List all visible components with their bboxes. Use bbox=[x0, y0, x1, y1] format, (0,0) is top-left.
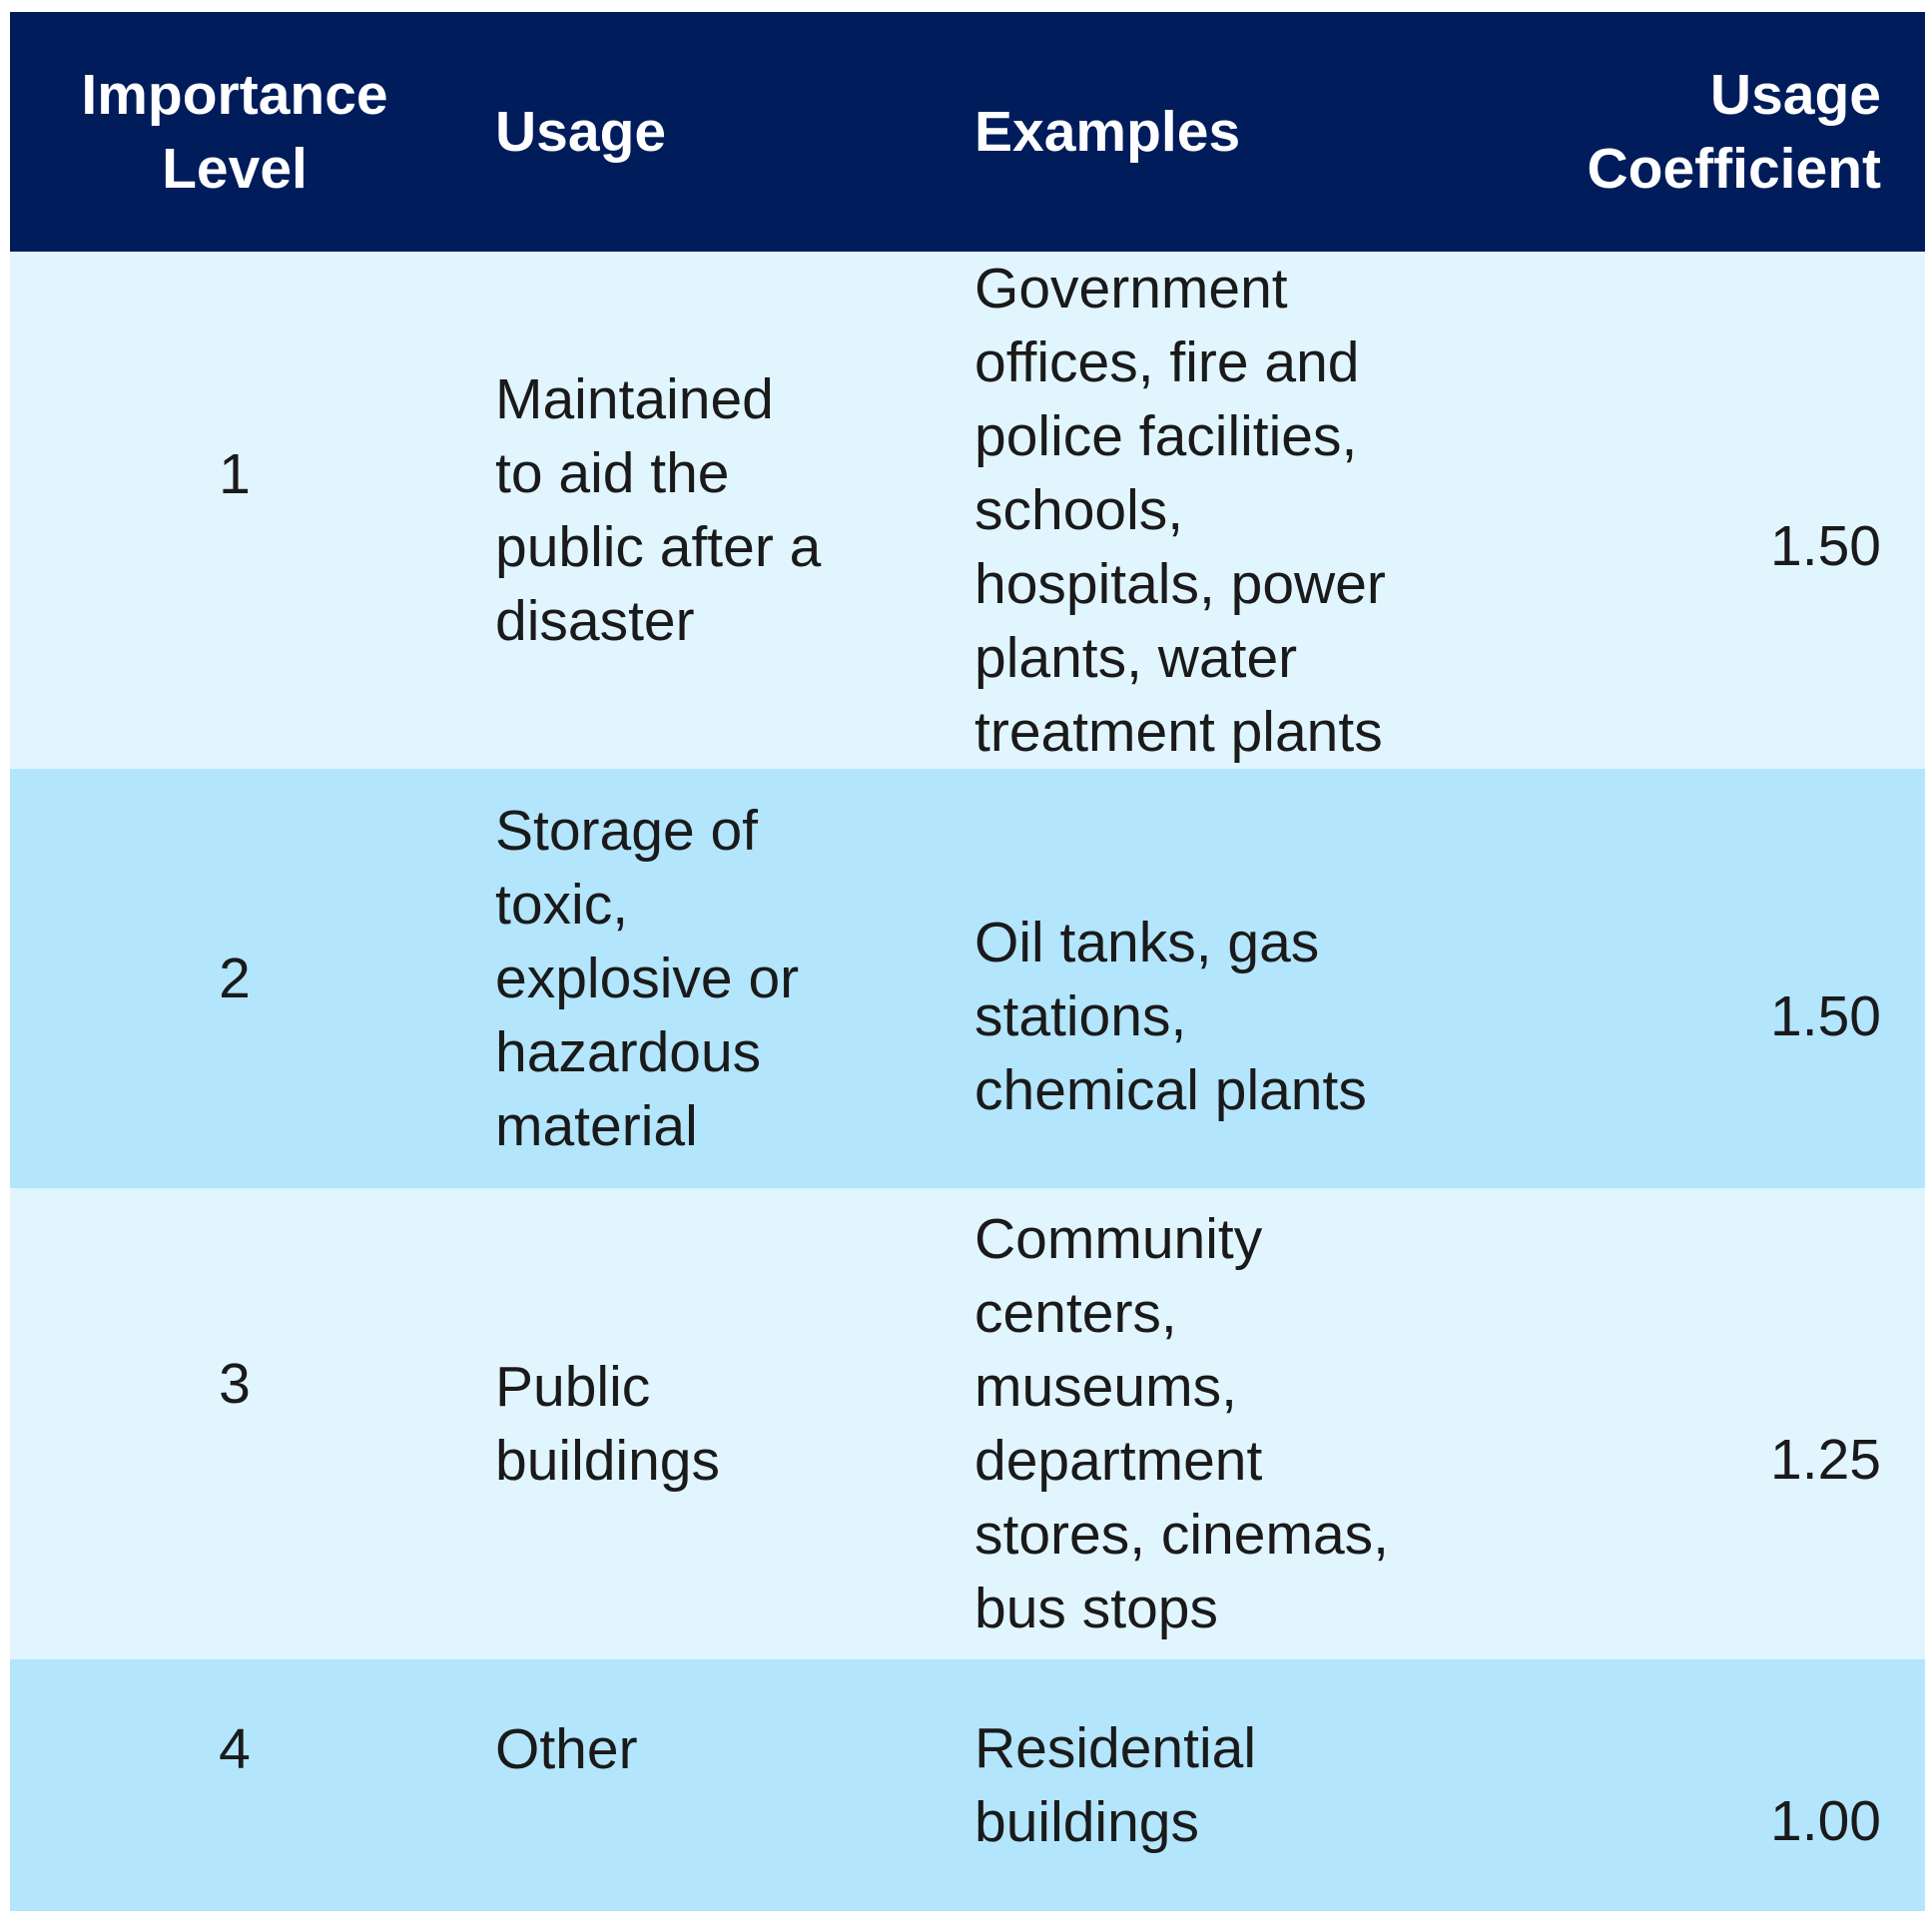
cell-examples bbox=[929, 252, 1418, 769]
examples-line: offices, fire and bbox=[974, 330, 1360, 394]
examples-line: buildings bbox=[974, 1790, 1199, 1854]
table-row bbox=[10, 769, 1925, 1188]
usage-line: Storage of bbox=[495, 799, 759, 863]
table-row bbox=[10, 1659, 1925, 1911]
header-importance-level-line-1: Importance bbox=[81, 63, 388, 127]
cell-examples bbox=[929, 1659, 1418, 1911]
table-row bbox=[10, 252, 1925, 769]
header-examples: Examples bbox=[974, 100, 1241, 164]
examples-line: Residential bbox=[974, 1716, 1256, 1780]
header-usage-coefficient-line-1: Usage bbox=[1709, 63, 1881, 127]
header-usage: Usage bbox=[495, 100, 667, 164]
usage-coefficient-value: 1.25 bbox=[1770, 1428, 1881, 1492]
usage-line: hazardous bbox=[495, 1020, 762, 1084]
importance-level-value: 4 bbox=[219, 1717, 251, 1781]
examples-line: chemical plants bbox=[974, 1058, 1367, 1122]
usage-text bbox=[495, 362, 929, 658]
usage-coefficient-value: 1.50 bbox=[1770, 514, 1881, 578]
cell-usage bbox=[459, 1188, 929, 1659]
cell-examples bbox=[929, 1188, 1418, 1659]
importance-level-value: 3 bbox=[219, 1352, 251, 1416]
examples-line: police facilities, bbox=[974, 404, 1358, 468]
usage-text bbox=[495, 1350, 929, 1498]
examples-line: Community bbox=[974, 1207, 1263, 1271]
importance-level-table bbox=[10, 12, 1925, 1911]
header-importance-level-line-2: Level bbox=[162, 137, 308, 201]
examples-line: treatment plants bbox=[974, 700, 1383, 764]
examples-text bbox=[974, 252, 1418, 769]
examples-line: Oil tanks, gas bbox=[974, 911, 1320, 974]
usage-line: Public bbox=[495, 1355, 651, 1419]
importance-level-value: 1 bbox=[219, 442, 251, 506]
cell-importance-level bbox=[10, 252, 459, 769]
examples-line: stations, bbox=[974, 984, 1187, 1048]
examples-line: bus stops bbox=[974, 1577, 1218, 1640]
examples-line: schools, bbox=[974, 478, 1184, 542]
cell-importance-level bbox=[10, 1659, 459, 1911]
examples-line: museums, bbox=[974, 1355, 1237, 1419]
usage-text bbox=[495, 794, 929, 1163]
usage-line: material bbox=[495, 1094, 698, 1158]
usage-line: Other bbox=[495, 1717, 638, 1781]
usage-coefficient-value: 1.50 bbox=[1770, 984, 1881, 1048]
examples-line: Government bbox=[974, 257, 1288, 320]
examples-text bbox=[974, 906, 1418, 1127]
examples-line: department bbox=[974, 1429, 1263, 1493]
cell-usage-coefficient bbox=[1418, 769, 1925, 1188]
cell-usage-coefficient bbox=[1418, 1659, 1925, 1911]
header-row bbox=[10, 12, 1925, 252]
usage-text bbox=[495, 1712, 929, 1786]
usage-line: toxic, bbox=[495, 873, 629, 937]
cell-importance-level bbox=[10, 769, 459, 1188]
usage-line: public after a bbox=[495, 515, 822, 579]
usage-coefficient-value: 1.00 bbox=[1770, 1789, 1881, 1853]
cell-usage bbox=[459, 769, 929, 1188]
cell-importance-level bbox=[10, 1188, 459, 1659]
examples-line: hospitals, power bbox=[974, 552, 1386, 616]
examples-line: stores, cinemas, bbox=[974, 1503, 1389, 1567]
header-importance-level bbox=[10, 12, 459, 252]
usage-line: explosive or bbox=[495, 947, 800, 1010]
table-header bbox=[10, 12, 1925, 252]
examples-text bbox=[974, 1202, 1418, 1645]
header-usage-coefficient-line-2: Coefficient bbox=[1587, 137, 1881, 201]
usage-line: Maintained bbox=[495, 367, 774, 431]
cell-usage-coefficient bbox=[1418, 1188, 1925, 1659]
examples-line: plants, water bbox=[974, 626, 1298, 690]
usage-line: to aid the bbox=[495, 441, 730, 505]
table-row bbox=[10, 1188, 1925, 1659]
usage-line: buildings bbox=[495, 1429, 720, 1493]
cell-usage-coefficient bbox=[1418, 252, 1925, 769]
examples-text bbox=[974, 1711, 1418, 1859]
importance-level-value: 2 bbox=[219, 947, 251, 1010]
examples-line: centers, bbox=[974, 1281, 1177, 1345]
cell-examples bbox=[929, 769, 1418, 1188]
cell-usage bbox=[459, 252, 929, 769]
header-usage-coefficient bbox=[1418, 12, 1925, 252]
usage-line: disaster bbox=[495, 589, 695, 653]
cell-usage bbox=[459, 1659, 929, 1911]
table-body bbox=[10, 252, 1925, 1911]
